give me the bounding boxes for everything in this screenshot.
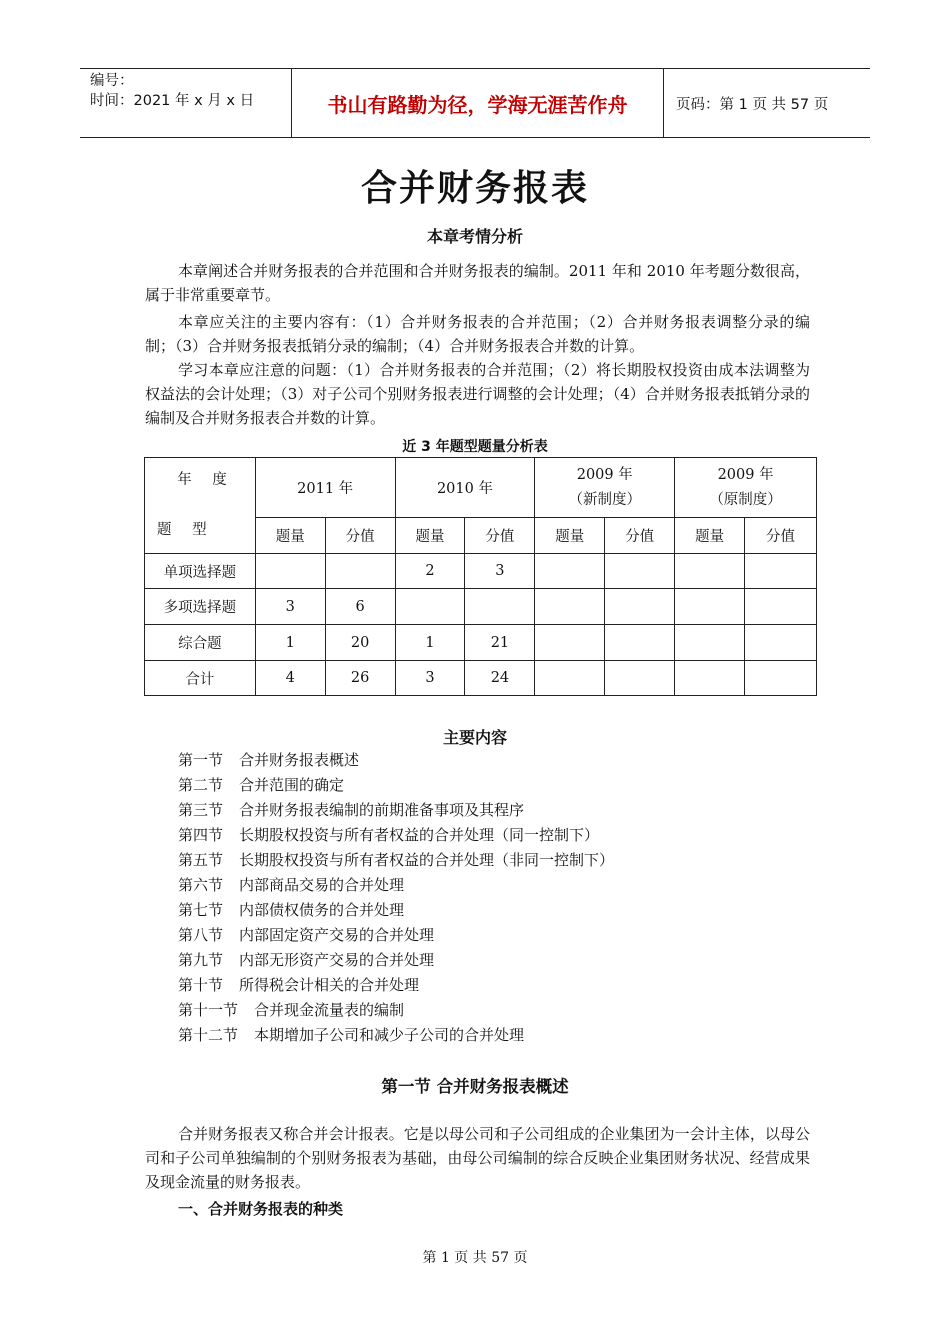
table-cell <box>675 554 745 589</box>
intro-paragraph-2: 本章应关注的主要内容有：（1）合并财务报表的合并范围；（2）合并财务报表调整分录的编制；（3）合并财务报表抵销分录的编制；（4）合并财务报表合并数的计算。 <box>145 313 810 355</box>
table-cell <box>605 661 675 696</box>
table-cell <box>605 554 675 589</box>
year-header: 2010 年 <box>395 458 535 518</box>
year-header: 2011 年 <box>255 458 395 518</box>
table-cell <box>535 661 605 696</box>
header-page-info: 页码：第 1 页 共 57 页 <box>676 96 829 113</box>
sub-header: 题量 <box>535 518 605 554</box>
table-cell <box>535 625 605 661</box>
toc-item: 第三节 合并财务报表编制的前期准备事项及其程序 <box>178 801 525 819</box>
subsection-heading: 一、合并财务报表的种类 <box>178 1200 344 1218</box>
corner-year-label: 年 度 <box>177 472 235 488</box>
table-cell <box>745 589 817 625</box>
table-row <box>145 661 817 696</box>
toc-item: 第二节 合并范围的确定 <box>178 776 345 794</box>
sub-header: 题量 <box>675 518 745 554</box>
sub-header: 分值 <box>605 518 675 554</box>
sub-header: 分值 <box>325 518 395 554</box>
table-cell: 21 <box>465 625 535 661</box>
toc-item: 第七节 内部债权债务的合并处理 <box>178 901 405 919</box>
page-header <box>80 68 870 138</box>
table-cell: 26 <box>325 661 395 696</box>
toc-item: 第十二节 本期增加子公司和减少子公司的合并处理 <box>178 1026 525 1044</box>
toc-item: 第十节 所得税会计相关的合并处理 <box>178 976 420 994</box>
toc-item: 第五节 长期股权投资与所有者权益的合并处理（非同一控制下） <box>178 851 615 869</box>
table-cell: 6 <box>325 589 395 625</box>
table-cell: 1 <box>255 625 325 661</box>
number-label: 编号： <box>90 73 134 89</box>
table-cell: 20 <box>325 625 395 661</box>
table-cell <box>395 589 465 625</box>
intro-paragraph-3: 学习本章应注意的问题：（1）合并财务报表的合并范围；（2）将长期股权投资由成本法调整为权益法的会计处理；（3）对子公司个别财务报表进行调整的会计处理；（4）合并财务报表抵销分录的编制及合并财务报表合并数的计算。 <box>145 361 810 427</box>
corner-type-label: 题 型 <box>157 522 215 538</box>
table-cell <box>745 661 817 696</box>
table-cell <box>325 554 395 589</box>
table-cell <box>745 625 817 661</box>
toc-item: 第十一节 合并现金流量表的编制 <box>178 1001 405 1019</box>
row-label: 多项选择题 <box>145 589 256 625</box>
row-label: 合计 <box>145 661 256 696</box>
table-cell: 3 <box>395 661 465 696</box>
document-title: 合并财务报表 <box>360 167 589 209</box>
row-label: 单项选择题 <box>145 554 256 589</box>
section-paragraph: 合并财务报表又称合并会计报表。它是以母公司和子公司组成的企业集团为一会计主体，以母公司和子公司单独编制的个别财务报表为基础，由母公司编制的综合反映企业集团财务状况、经营成果及现金流量的财务报表。 <box>145 1125 810 1191</box>
table-cell <box>745 554 817 589</box>
table-cell: 2 <box>395 554 465 589</box>
table-cell <box>255 554 325 589</box>
toc-item: 第八节 内部固定资产交易的合并处理 <box>178 926 435 944</box>
table-cell: 4 <box>255 661 325 696</box>
table-cell <box>675 625 745 661</box>
table-row <box>145 554 817 589</box>
analysis-heading: 本章考情分析 <box>426 227 523 246</box>
table-cell: 1 <box>395 625 465 661</box>
toc-item: 第六节 内部商品交易的合并处理 <box>178 876 405 894</box>
year-header: 2009 年 （原制度） <box>675 458 817 518</box>
table-cell: 3 <box>255 589 325 625</box>
table-cell <box>605 625 675 661</box>
toc-item: 第九节 内部无形资产交易的合并处理 <box>178 951 435 969</box>
sub-header: 分值 <box>465 518 535 554</box>
question-stats-table <box>144 457 817 696</box>
header-meta <box>80 69 292 137</box>
table-cell <box>675 589 745 625</box>
intro-paragraph-1: 本章阐述合并财务报表的合并范围和合并财务报表的编制。2011 年和 2010 年考题分数很高，属于非常重要章节。 <box>145 262 810 304</box>
time-label: 时间：2021 年 x 月 x 日 <box>90 93 255 109</box>
sub-header: 分值 <box>745 518 817 554</box>
table-cell <box>465 589 535 625</box>
page-footer: 第 1 页 共 57 页 <box>422 1250 528 1266</box>
table-caption: 近 3 年题型题量分析表 <box>402 439 548 455</box>
table-cell <box>605 589 675 625</box>
main-content-heading: 主要内容 <box>442 728 507 747</box>
table-cell <box>535 554 605 589</box>
section-heading: 第一节 合并财务报表概述 <box>381 1077 569 1096</box>
table-cell <box>675 661 745 696</box>
toc-item: 第四节 长期股权投资与所有者权益的合并处理（同一控制下） <box>178 826 600 844</box>
table-row <box>145 625 817 661</box>
toc-item: 第一节 合并财务报表概述 <box>178 751 360 769</box>
sub-header: 题量 <box>395 518 465 554</box>
sub-header: 题量 <box>255 518 325 554</box>
table-cell <box>535 589 605 625</box>
table-corner-cell <box>145 458 256 554</box>
table-of-contents <box>178 748 614 1048</box>
year-header: 2009 年 （新制度） <box>535 458 675 518</box>
table-cell: 3 <box>465 554 535 589</box>
row-label: 综合题 <box>145 625 256 661</box>
table-row <box>145 589 817 625</box>
table-cell: 24 <box>465 661 535 696</box>
header-motto: 书山有路勤为径，学海无涯苦作舟 <box>292 69 664 137</box>
